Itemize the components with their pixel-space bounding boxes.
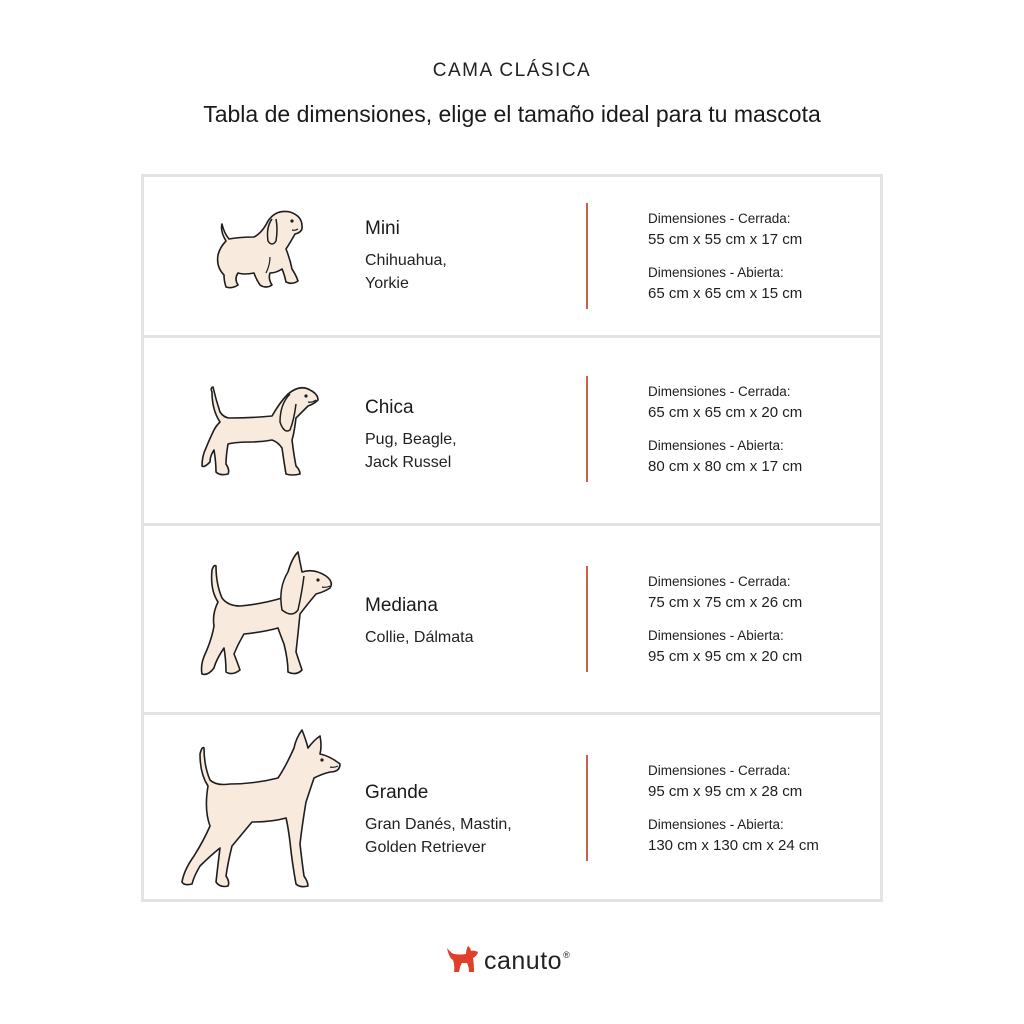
closed-label: Dimensiones - Cerrada:	[648, 574, 791, 589]
brand-logo	[444, 944, 570, 978]
product-name: CAMA CLÁSICA	[432, 60, 592, 81]
closed-dimensions	[648, 760, 819, 802]
divider-line	[586, 203, 588, 309]
size-row-grande	[144, 712, 880, 899]
small-puppy-icon	[210, 207, 306, 293]
closed-label: Dimensiones - Cerrada:	[648, 384, 791, 399]
size-name: Chica	[365, 397, 414, 418]
closed-value: 55 cm x 55 cm x 17 cm	[648, 231, 803, 248]
breeds-line: Pug, Beagle,	[365, 431, 457, 448]
size-name: Grande	[365, 782, 429, 803]
open-label: Dimensiones - Abierta:	[648, 628, 784, 643]
size-row-mini	[144, 177, 880, 335]
breeds-line: Jack Russel	[365, 454, 452, 471]
closed-dimensions	[648, 381, 802, 423]
size-row-mediana	[144, 523, 880, 712]
dimensions-chica	[648, 381, 802, 477]
divider-line	[586, 755, 588, 861]
open-dimensions	[648, 814, 819, 856]
open-label: Dimensiones - Abierta:	[648, 817, 784, 832]
breeds-line: Gran Danés, Mastin,	[365, 816, 512, 833]
size-row-chica	[144, 335, 880, 523]
closed-value: 65 cm x 65 cm x 20 cm	[648, 404, 803, 421]
dimensions-mini	[648, 208, 802, 304]
closed-label: Dimensiones - Cerrada:	[648, 763, 791, 778]
size-info-mini	[365, 218, 447, 295]
collie-icon	[192, 552, 334, 684]
beagle-icon	[196, 382, 322, 480]
closed-label: Dimensiones - Cerrada:	[648, 211, 791, 226]
open-value: 95 cm x 95 cm x 20 cm	[648, 648, 803, 665]
size-info-chica	[365, 397, 457, 474]
closed-dimensions	[648, 208, 802, 250]
divider-line	[586, 566, 588, 672]
divider-line	[586, 376, 588, 482]
open-value: 80 cm x 80 cm x 17 cm	[648, 458, 803, 475]
open-dimensions	[648, 625, 802, 667]
canuto-dog-logo-icon	[444, 944, 480, 979]
size-name: Mediana	[365, 595, 438, 616]
breeds-line: Yorkie	[365, 275, 409, 292]
size-info-mediana	[365, 595, 473, 649]
dimensions-mediana	[648, 571, 802, 667]
great-dane-icon	[174, 730, 342, 890]
closed-value: 75 cm x 75 cm x 26 cm	[648, 594, 803, 611]
open-dimensions	[648, 262, 802, 304]
registered-mark: ®	[563, 950, 570, 960]
dimensions-grande	[648, 760, 819, 856]
open-value: 130 cm x 130 cm x 24 cm	[648, 837, 819, 854]
breeds-line: Collie, Dálmata	[365, 629, 474, 646]
closed-value: 95 cm x 95 cm x 28 cm	[648, 783, 803, 800]
open-label: Dimensiones - Abierta:	[648, 438, 784, 453]
open-value: 65 cm x 65 cm x 15 cm	[648, 285, 803, 302]
brand-name: canuto	[484, 946, 563, 975]
size-name: Mini	[365, 218, 400, 239]
open-dimensions	[648, 435, 802, 477]
closed-dimensions	[648, 571, 802, 613]
open-label: Dimensiones - Abierta:	[648, 265, 784, 280]
breeds-line: Golden Retriever	[365, 839, 486, 856]
breeds-line: Chihuahua,	[365, 252, 447, 269]
size-info-grande	[365, 782, 512, 859]
page-title: Tabla de dimensiones, elige el tamaño ideal para tu mascota	[203, 101, 821, 127]
size-table	[141, 174, 883, 902]
